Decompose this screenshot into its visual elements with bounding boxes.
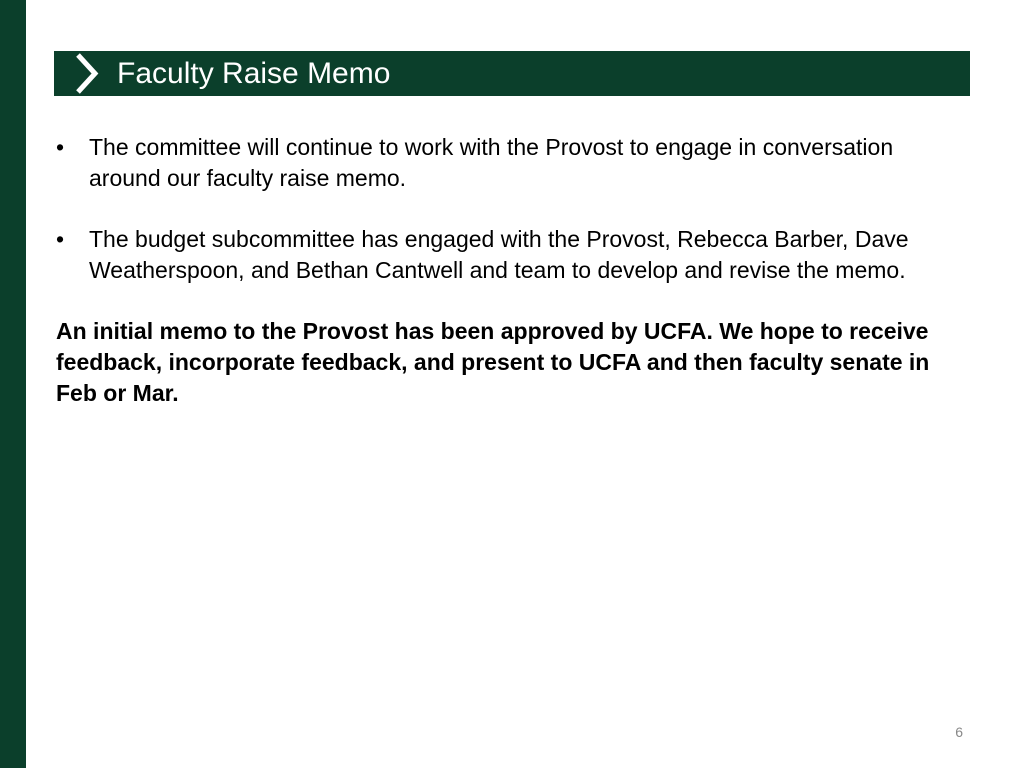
- title-bar: [54, 51, 970, 96]
- conclusion-paragraph: An initial memo to the Provost has been approved by UCFA. We hope to receive feedback, incorporate feedback, and present to UCFA and then faculty senate in Feb or Mar.: [56, 318, 930, 406]
- bullet-list: [56, 132, 956, 286]
- bullet-item: [56, 224, 956, 286]
- slide-title: Faculty Raise Memo: [117, 57, 391, 90]
- bullet-dot-icon: •: [56, 134, 65, 160]
- bullet-dot-icon: •: [56, 226, 65, 252]
- chevron-right-icon: [64, 51, 102, 96]
- slide-content: [56, 132, 956, 409]
- bullet-text: The budget subcommittee has engaged with the Provost, Rebecca Barber, Dave Weatherspoon, and Bethan Cantwell and team to develop and revise the memo.: [89, 226, 909, 283]
- bullet-text: The committee will continue to work with the Provost to engage in conversation around our faculty raise memo.: [89, 134, 894, 191]
- left-accent-stripe: [0, 0, 26, 768]
- bullet-item: [56, 132, 956, 194]
- page-number: 6: [955, 724, 963, 740]
